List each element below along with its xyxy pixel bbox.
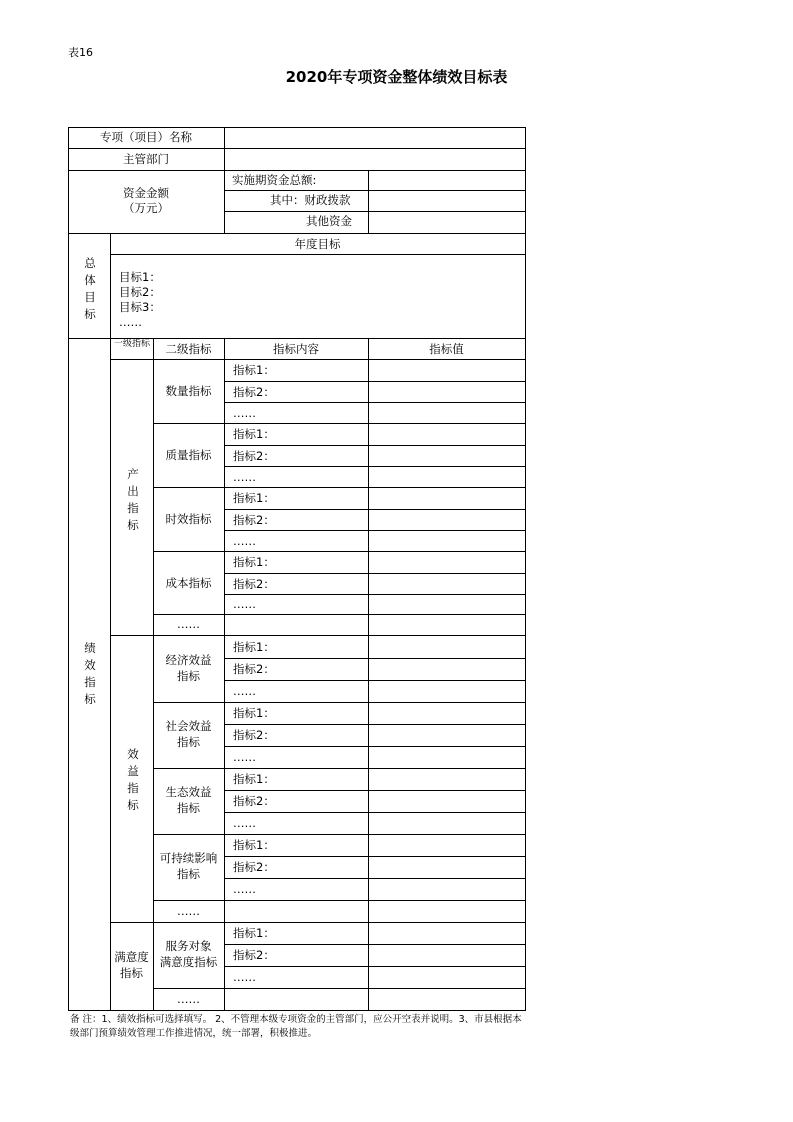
col-level1: 一级指标: [113, 339, 150, 349]
goal-2: 目标2：: [119, 285, 161, 299]
time-ind-2: 指标2：: [233, 513, 275, 527]
sub-eco-1: 生态效益: [165, 785, 212, 799]
sub-time: 时效指标: [165, 512, 212, 526]
quantity-ind-1: 指标1：: [233, 363, 275, 377]
econ-ind-2: 指标2：: [233, 662, 275, 676]
overall-goal-label: 总 体 目 标: [84, 256, 96, 321]
goal-1: 目标1：: [119, 270, 161, 284]
category-benefit: 效 益 指 标: [127, 747, 139, 812]
category-output: 产 出 指 标: [127, 467, 139, 532]
sustain-ind-2: 指标2：: [233, 860, 275, 874]
fund-fiscal-label: 其中：财政拨款: [270, 193, 351, 207]
social-ind-2: 指标2：: [233, 728, 275, 742]
perf-indicator-label: 绩 效 指 标: [84, 641, 96, 706]
output-more: ……: [177, 617, 200, 631]
goal-3: 目标3：: [119, 300, 161, 314]
econ-ind-more: ……: [233, 684, 256, 698]
quantity-ind-2: 指标2：: [233, 385, 275, 399]
cost-ind-more: ……: [233, 597, 256, 611]
sub-sustain-2: 指标: [177, 867, 200, 881]
col-level2: 二级指标: [165, 342, 212, 356]
sub-service-2: 满意度指标: [159, 955, 218, 969]
sub-quantity: 数量指标: [165, 384, 212, 398]
cost-ind-2: 指标2：: [233, 577, 275, 591]
eco-ind-2: 指标2：: [233, 794, 275, 808]
quantity-ind-more: ……: [233, 406, 256, 420]
cost-ind-1: 指标1：: [233, 555, 275, 569]
col-value: 指标值: [429, 342, 464, 356]
social-ind-1: 指标1：: [233, 706, 275, 720]
fund-unit-label: （万元）: [123, 201, 169, 215]
year-goal-header: 年度目标: [294, 237, 341, 251]
footnote: 备 注：1、绩效指标可选择填写。 2、不管理本级专项资金的主管部门，应公开空表并说明。3、市县根据本级部门预算绩效管理工作推进情况，统一部署，积极推进。: [70, 1014, 522, 1039]
eco-ind-more: ……: [233, 816, 256, 830]
dept-label: 主管部门: [123, 152, 169, 166]
sub-social-1: 社会效益: [165, 719, 212, 733]
category-satisfaction-1: 满意度: [114, 950, 149, 964]
quality-ind-2: 指标2：: [233, 449, 275, 463]
sub-social-2: 指标: [177, 735, 200, 749]
sub-econ-1: 经济效益: [165, 653, 212, 667]
category-satisfaction-2: 指标: [120, 966, 143, 980]
goal-more: ……: [119, 315, 142, 329]
econ-ind-1: 指标1：: [233, 640, 275, 654]
fund-total-label: 实施期资金总额:: [232, 173, 317, 187]
benefit-more: ……: [177, 904, 200, 918]
sub-cost: 成本指标: [165, 576, 212, 590]
sustain-ind-more: ……: [233, 882, 256, 896]
sub-service-1: 服务对象: [165, 939, 212, 953]
service-ind-more: ……: [233, 970, 256, 984]
project-name-label: 专项（项目）名称: [100, 130, 192, 144]
social-ind-more: ……: [233, 750, 256, 764]
sub-quality: 质量指标: [165, 448, 212, 462]
fund-other-label: 其他资金: [306, 214, 352, 228]
eco-ind-1: 指标1：: [233, 772, 275, 786]
sub-econ-2: 指标: [177, 669, 200, 683]
service-ind-2: 指标2：: [233, 948, 275, 962]
sustain-ind-1: 指标1：: [233, 838, 275, 852]
quality-ind-more: ……: [233, 470, 256, 484]
doc-label: 表16: [68, 46, 93, 59]
fund-amount-label: 资金金额: [123, 186, 169, 200]
page-title: 2020年专项资金整体绩效目标表: [285, 68, 508, 86]
col-content: 指标内容: [273, 342, 319, 356]
satisfaction-more: ……: [177, 992, 200, 1006]
sub-eco-2: 指标: [177, 801, 200, 815]
sub-sustain-1: 可持续影响: [159, 851, 218, 865]
service-ind-1: 指标1：: [233, 926, 275, 940]
time-ind-more: ……: [233, 534, 256, 548]
time-ind-1: 指标1：: [233, 491, 275, 505]
quality-ind-1: 指标1：: [233, 427, 275, 441]
